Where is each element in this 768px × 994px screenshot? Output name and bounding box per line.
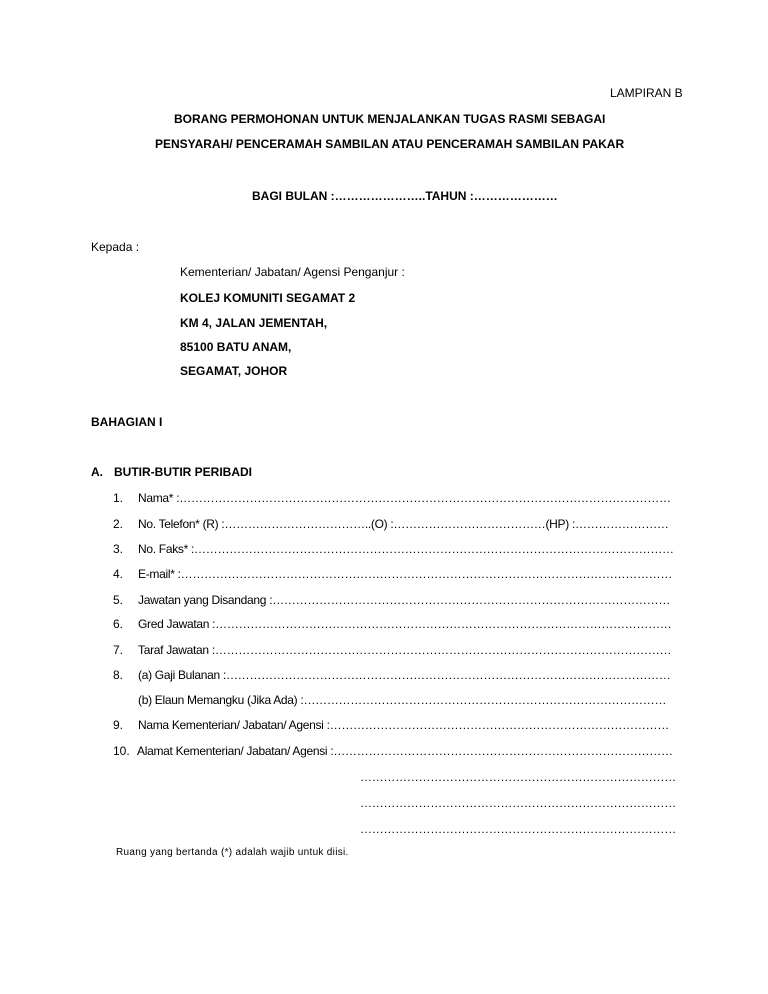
subsection-letter: A.: [91, 465, 103, 479]
item-number: 4.: [113, 567, 124, 581]
form-title-line-2: PENSYARAH/ PENCERAMAH SAMBILAN ATAU PENCERAMAH SAMBILAN PAKAR: [155, 137, 625, 151]
fax-field[interactable]: No. Faks* :……………………………………………………………………………………………………………: [138, 542, 674, 556]
acting-allowance-field[interactable]: (b) Elaun Memangku (Jika Ada) :…………………………………………………………………………………: [138, 693, 667, 707]
address-line-2: KM 4, JALAN JEMENTAH,: [180, 316, 328, 330]
item-number: 8.: [113, 668, 124, 682]
address-line-4: SEGAMAT, JOHOR: [180, 364, 288, 378]
section-title: BAHAGIAN I: [91, 415, 163, 429]
grade-field[interactable]: Gred Jawatan :………………………………………………………………………………………………………: [138, 617, 672, 631]
mandatory-footnote: Ruang yang bertanda (*) adalah wajib untuk diisi.: [116, 847, 349, 858]
ministry-name-field[interactable]: Nama Kementerian/ Jabatan/ Agensi :……………………………………………………………………………: [138, 718, 669, 732]
address-line-3: 85100 BATU ANAM,: [180, 340, 292, 354]
name-field[interactable]: Nama* :………………………………………………………………………………………………………………: [138, 491, 671, 505]
ministry-address-field[interactable]: Alamat Kementerian/ Jabatan/ Agensi :……………………………………………………………………………: [137, 744, 673, 758]
address-continuation-3[interactable]: ………………………………………………………………………: [360, 822, 676, 836]
item-number: 1.: [113, 491, 124, 505]
phone-field[interactable]: No. Telefon* (R) :………………………………..(O) :…………………………………(HP) :……………………: [138, 517, 669, 531]
organizer-label: Kementerian/ Jabatan/ Agensi Penganjur :: [180, 265, 405, 279]
kepada-label: Kepada :: [91, 240, 140, 254]
address-line-1: KOLEJ KOMUNITI SEGAMAT 2: [180, 291, 356, 305]
item-number: 9.: [113, 718, 124, 732]
subsection-title: BUTIR-BUTIR PERIBADI: [114, 465, 252, 479]
item-number: 5.: [113, 593, 124, 607]
position-field[interactable]: Jawatan yang Disandang :…………………………………………………………………………………………: [138, 593, 671, 607]
item-number: 7.: [113, 643, 124, 657]
lampiran-label: LAMPIRAN B: [610, 86, 683, 100]
address-continuation-1[interactable]: ………………………………………………………………………: [360, 770, 676, 784]
position-status-field[interactable]: Taraf Jawatan :………………………………………………………………………………………………………: [138, 643, 672, 657]
item-number: 10.: [113, 744, 130, 758]
item-number: 2.: [113, 517, 124, 531]
period-line: BAGI BULAN :…………………..TAHUN :…………………: [252, 189, 558, 203]
item-number: 6.: [113, 617, 124, 631]
monthly-salary-field[interactable]: (a) Gaji Bulanan :……………………………………………………………………………………………………: [138, 668, 671, 682]
form-title-line-1: BORANG PERMOHONAN UNTUK MENJALANKAN TUGAS RASMI SEBAGAI: [174, 112, 606, 126]
address-continuation-2[interactable]: ………………………………………………………………………: [360, 796, 676, 810]
item-number: 3.: [113, 542, 124, 556]
email-field[interactable]: E-mail* :………………………………………………………………………………………………………………: [138, 567, 673, 581]
